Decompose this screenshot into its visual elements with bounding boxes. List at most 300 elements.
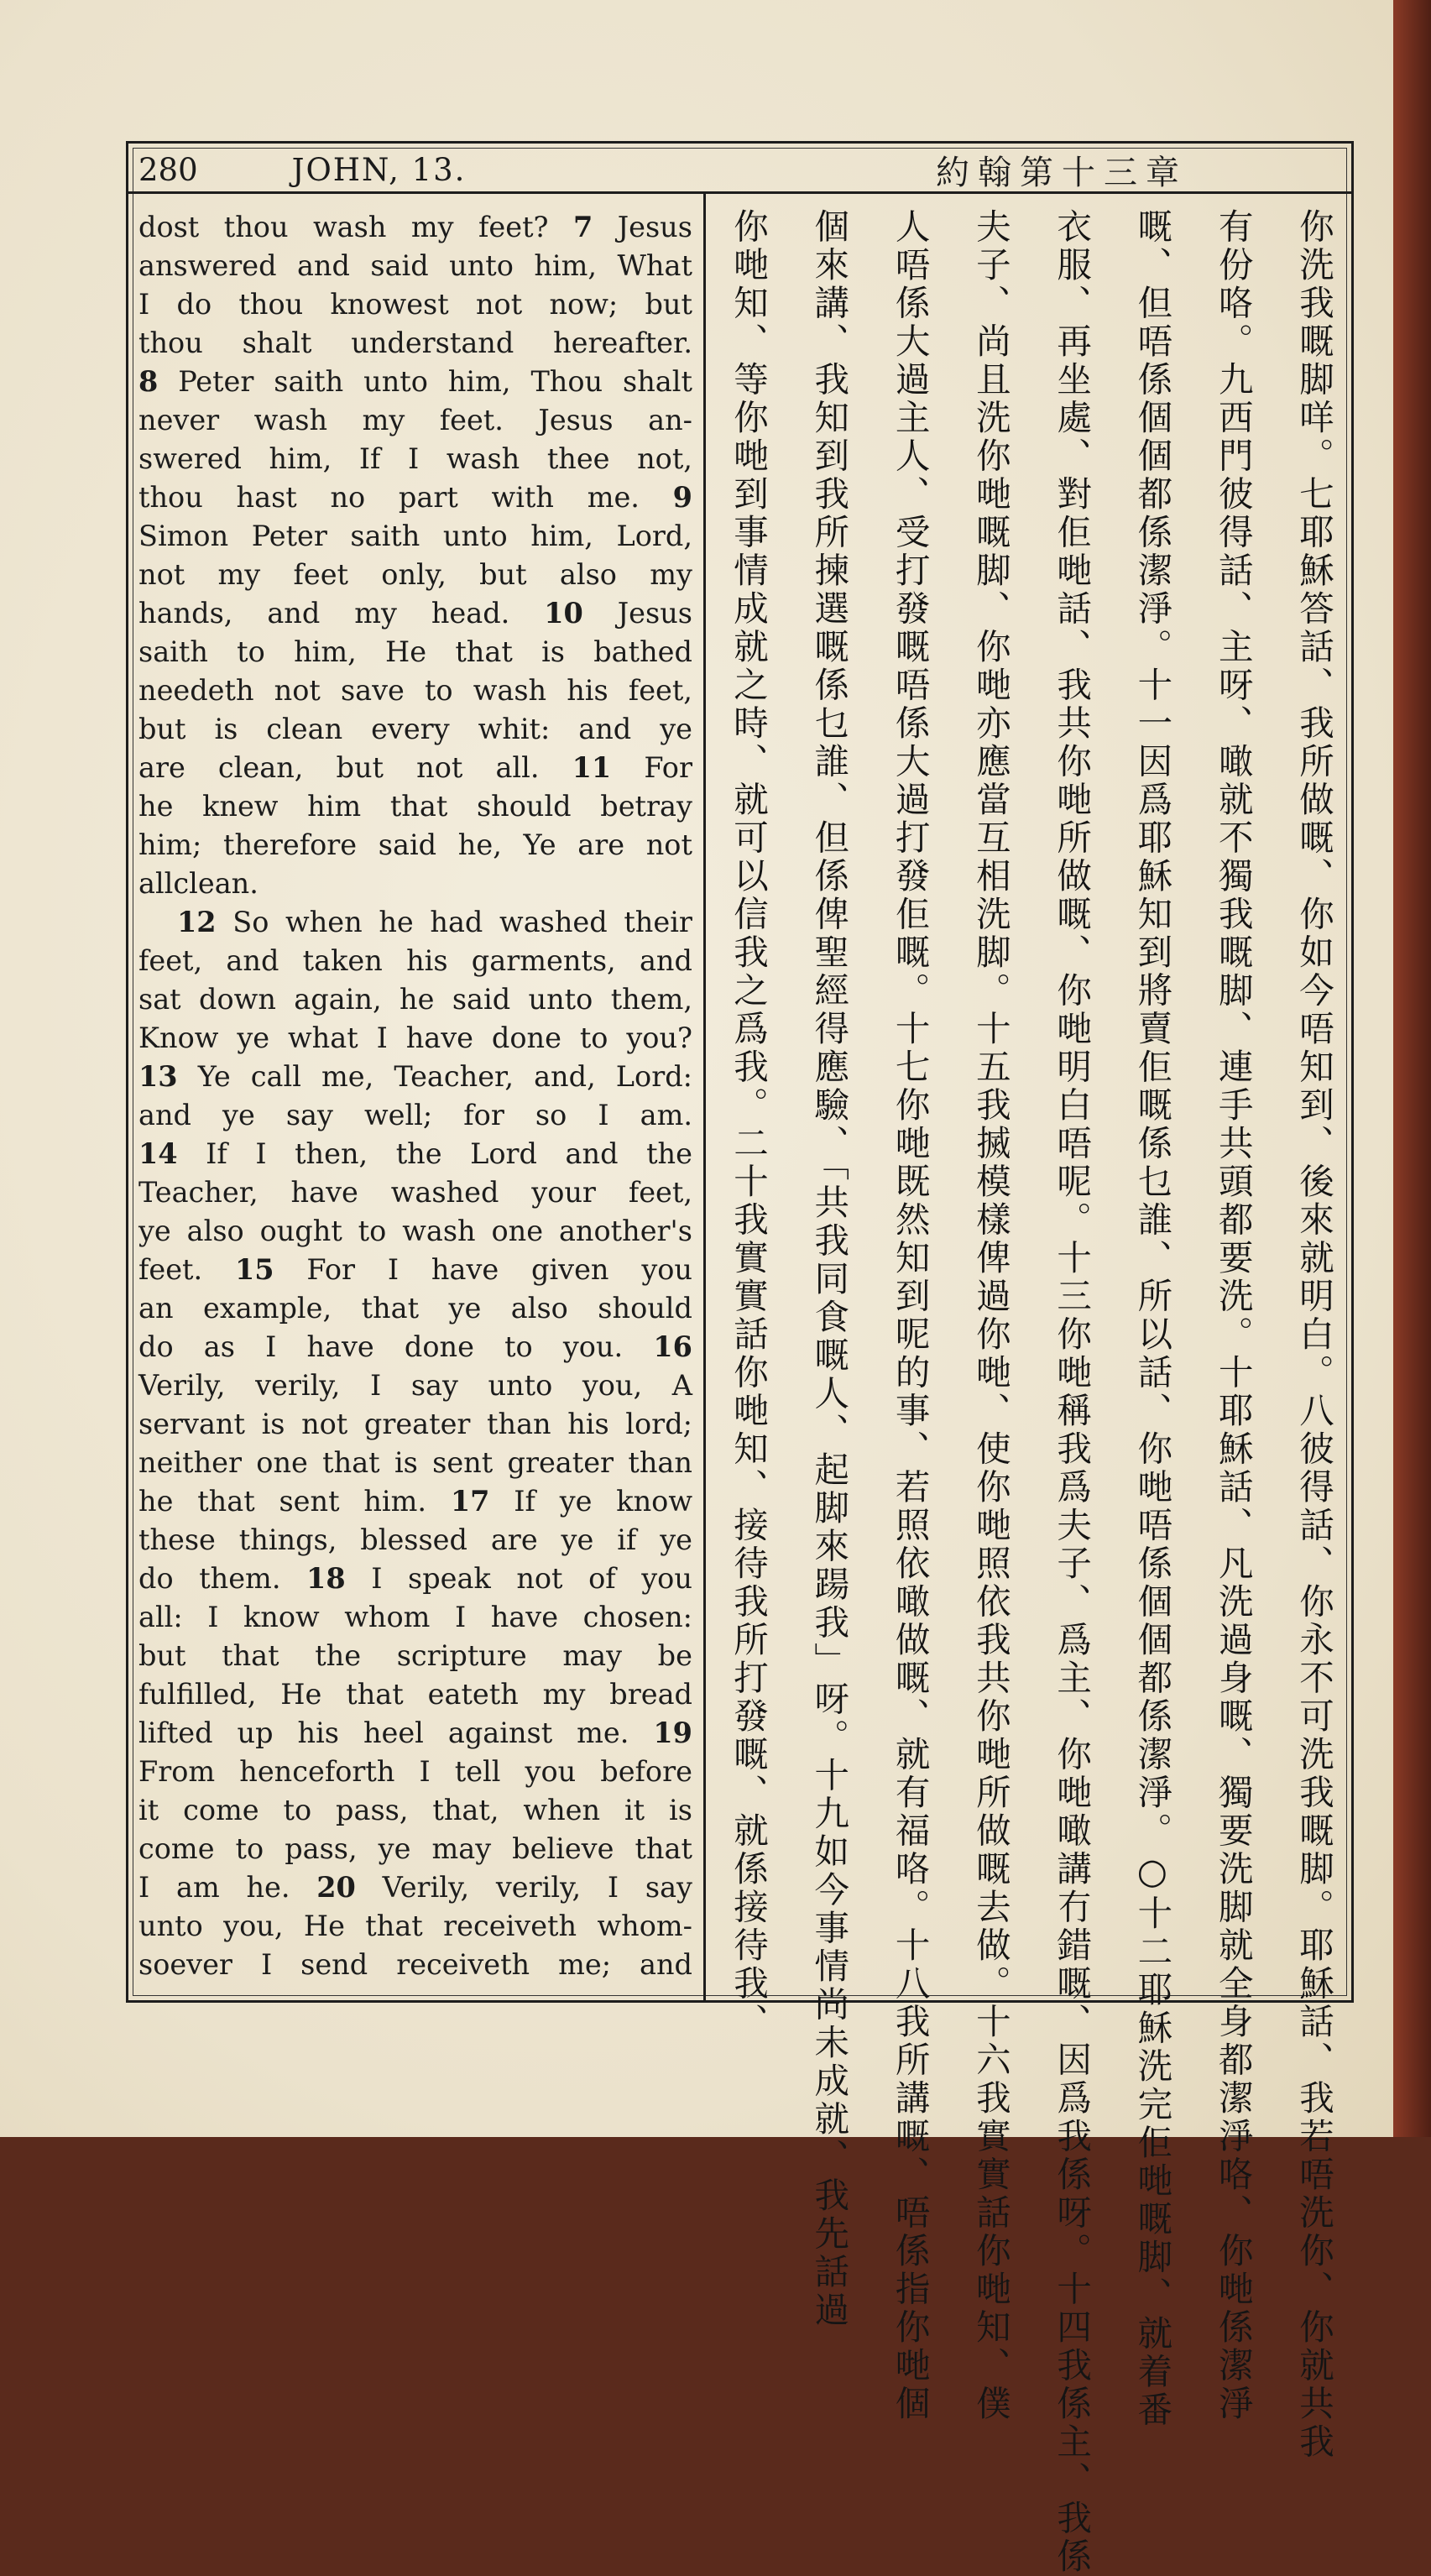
word: his	[567, 674, 608, 707]
word: scripture	[396, 1639, 527, 1672]
word: my	[542, 1678, 586, 1711]
word: betray	[600, 790, 692, 823]
word: ye	[237, 1022, 270, 1054]
word: receiveth	[396, 1948, 530, 1981]
running-header-english	[138, 148, 466, 191]
word: speak	[408, 1562, 491, 1595]
word: these	[138, 1523, 216, 1556]
word: feet?	[478, 211, 549, 243]
verse-number: 10	[544, 597, 583, 630]
word: and	[267, 597, 321, 630]
word: unto	[363, 365, 428, 398]
word: receiveth	[443, 1910, 577, 1942]
word: his	[567, 1408, 609, 1440]
word: the	[646, 1137, 692, 1170]
word: that	[455, 635, 513, 668]
word: me.	[577, 1716, 629, 1749]
word: verily,	[255, 1369, 341, 1402]
word: down	[199, 983, 276, 1016]
word: feet,	[628, 1176, 692, 1209]
word: said	[370, 249, 429, 282]
word: wash	[402, 1215, 476, 1247]
text-line	[138, 1521, 692, 1560]
word: ye	[660, 713, 692, 745]
word: know	[243, 1601, 320, 1633]
word: I	[207, 1601, 219, 1633]
word: you	[641, 1562, 692, 1595]
text-line	[138, 1251, 692, 1289]
word: heel	[363, 1716, 424, 1749]
word: I	[138, 1871, 150, 1904]
word: them,	[610, 983, 692, 1016]
word: send	[300, 1948, 368, 1981]
word: bathed	[593, 635, 692, 668]
text-line	[138, 1328, 692, 1366]
word: not,	[637, 442, 692, 475]
word: I	[419, 1755, 431, 1788]
word: not	[301, 1408, 348, 1440]
word: never	[138, 404, 220, 436]
text-line	[138, 556, 692, 594]
word: him	[307, 790, 362, 823]
text-line	[138, 208, 692, 247]
verse-number: 18	[306, 1562, 346, 1595]
word: He	[303, 1910, 345, 1942]
word: you	[525, 1755, 577, 1788]
word: ye	[378, 1832, 411, 1865]
text-line	[138, 1753, 692, 1791]
word: he,	[457, 828, 502, 861]
text-line	[138, 1058, 692, 1096]
word: Know	[138, 1022, 219, 1054]
word: unto	[442, 520, 508, 552]
word: said	[452, 983, 511, 1016]
word: I	[370, 1369, 382, 1402]
verse-number: 14	[138, 1137, 178, 1170]
word: needeth	[138, 674, 254, 707]
word: unto	[528, 983, 593, 1016]
text-line	[138, 1714, 692, 1753]
word: when	[523, 1794, 601, 1826]
word: he	[379, 906, 414, 938]
word: are	[490, 1523, 538, 1556]
word: hast	[236, 481, 297, 514]
word: knew	[202, 790, 279, 823]
word: done	[404, 1330, 474, 1363]
word: Thou	[530, 365, 603, 398]
text-line	[138, 826, 692, 865]
word: clean	[266, 713, 343, 745]
text-line	[138, 1830, 692, 1868]
text-line	[138, 671, 692, 710]
word: sat	[138, 983, 181, 1016]
word: only,	[381, 558, 447, 591]
word: them.	[199, 1562, 281, 1595]
word: I	[387, 1253, 400, 1286]
word: For	[306, 1253, 356, 1286]
word: may	[431, 1832, 492, 1865]
word: feet.	[138, 1253, 203, 1286]
chinese-text-column-line: 夫子、尚且洗你哋嘅脚、你哋亦應當互相洗脚。十五我搣模樣俾過你哋、使你哋照依我共你哋所做嘅去做。十六我實實話你哋知、僕	[969, 208, 1011, 2423]
word: then,	[295, 1137, 368, 1170]
word: one	[491, 1215, 544, 1247]
word: Verily,	[138, 1369, 226, 1402]
word: Teacher,	[138, 1176, 259, 1209]
word: to	[579, 1022, 608, 1054]
text-line	[138, 1096, 692, 1135]
word: one	[256, 1446, 308, 1479]
word: thou	[138, 481, 203, 514]
word: are	[138, 751, 185, 784]
word: you,	[582, 1369, 643, 1402]
word: If	[206, 1137, 227, 1170]
word: that	[197, 1485, 255, 1518]
word: me;	[558, 1948, 611, 1981]
word: wash	[312, 211, 387, 243]
word: be	[657, 1639, 692, 1672]
word: all.	[495, 751, 540, 784]
word: understand	[351, 327, 514, 359]
text-line	[138, 1212, 692, 1251]
verse-number: 17	[450, 1485, 490, 1518]
word: the	[315, 1639, 362, 1672]
word: so	[535, 1099, 567, 1131]
text-line	[138, 440, 692, 478]
word: I	[598, 1099, 609, 1131]
english-text-column	[138, 208, 692, 1984]
word: thee	[546, 442, 610, 475]
word: not	[274, 674, 321, 707]
word: every	[371, 713, 450, 745]
word: I	[260, 1948, 273, 1981]
word: If	[514, 1485, 535, 1518]
text-line	[138, 478, 692, 517]
word: I	[138, 288, 150, 321]
word: do	[176, 288, 212, 321]
word: For	[644, 751, 692, 784]
word: but	[336, 751, 384, 784]
word: than	[487, 1408, 551, 1440]
word: clean,	[217, 751, 304, 784]
word: to	[424, 674, 453, 707]
word: do	[138, 1330, 174, 1363]
word: things,	[238, 1523, 337, 1556]
word: had	[430, 906, 483, 938]
text-line	[138, 1560, 692, 1598]
chinese-text-column-line: 個來講、我知到我所揀選嘅係乜誰、但係俾聖經得應驗、「共我同食嘅人、起脚來踼我」呀。十九如今事情尚未成就、我先話過	[808, 208, 850, 2330]
word: to	[283, 1794, 312, 1826]
word: me.	[587, 481, 640, 514]
word: another's	[558, 1215, 692, 1247]
text-line	[138, 1173, 692, 1212]
word: it	[624, 1794, 645, 1826]
word: and	[578, 713, 632, 745]
text-line	[138, 710, 692, 749]
word: swered	[138, 442, 242, 475]
word: may	[562, 1639, 623, 1672]
word: is	[394, 1446, 418, 1479]
word: ye	[448, 1292, 482, 1325]
word: knowest	[330, 288, 449, 321]
text-line	[138, 749, 692, 787]
word: What	[617, 249, 692, 282]
word: feet.	[439, 404, 504, 436]
word: bread	[609, 1678, 692, 1711]
word: and	[639, 944, 692, 977]
word: are	[577, 828, 625, 861]
word: to	[235, 1832, 264, 1865]
word: their	[624, 906, 692, 938]
word: and	[226, 944, 279, 977]
word: but	[138, 1639, 186, 1672]
word: and,	[534, 1060, 596, 1093]
word: when	[285, 906, 363, 938]
word: Ye	[197, 1060, 231, 1093]
word: Jesus	[617, 597, 692, 630]
word: ye	[138, 1215, 171, 1247]
word: soever	[138, 1948, 232, 1981]
word: my	[650, 558, 692, 591]
word: him,	[534, 249, 598, 282]
word: garments,	[471, 944, 616, 977]
word: than	[628, 1446, 692, 1479]
word: wash	[253, 404, 328, 436]
word: example,	[203, 1292, 332, 1325]
word: shalt	[623, 365, 692, 398]
text-line	[138, 1791, 692, 1830]
word: not	[416, 751, 463, 784]
word: all:	[138, 1601, 183, 1633]
word: my	[362, 404, 405, 436]
verse-number: 16	[653, 1330, 692, 1363]
text-line	[138, 517, 692, 556]
word: ye	[559, 1485, 593, 1518]
word: Lord	[470, 1137, 537, 1170]
text-line	[138, 1675, 692, 1714]
word: saith	[350, 520, 420, 552]
word: So	[232, 906, 269, 938]
chinese-text-column-line: 你哋知、等你哋到事情成就之時、就可以信我之爲我。二十我實實話你哋知、接待我所打發嘅、就係接待我、	[728, 208, 769, 2041]
word: thou	[223, 211, 289, 243]
word: and	[639, 1948, 692, 1981]
text-line	[138, 401, 692, 440]
word: also	[186, 1215, 244, 1247]
word: A	[671, 1369, 692, 1402]
verse-number: 20	[316, 1871, 356, 1904]
word: ought	[259, 1215, 342, 1247]
word: not	[516, 1562, 563, 1595]
word: have	[405, 1022, 474, 1054]
word: against	[447, 1716, 553, 1749]
word: servant	[138, 1408, 245, 1440]
word: his	[297, 1716, 339, 1749]
text-line	[138, 980, 692, 1019]
word: that	[389, 790, 448, 823]
word: unto	[138, 1910, 203, 1942]
word: him;	[138, 828, 202, 861]
word: also	[510, 1292, 568, 1325]
word: to	[237, 635, 265, 668]
chinese-text-column-line: 你洗我嘅脚咩。七耶穌答話、我所做嘅、你如今唔知到、後來就明白。八彼得話、你永不可洗我嘅脚。耶穌話、我若唔洗你、你就共我	[1293, 208, 1334, 2462]
text-line	[138, 247, 692, 285]
word: chosen:	[582, 1601, 692, 1633]
word: that	[322, 1446, 380, 1479]
text-line	[138, 324, 692, 363]
word: fulfilled,	[138, 1678, 257, 1711]
word: not	[138, 558, 185, 591]
word: I	[371, 1562, 383, 1595]
column-divider	[703, 191, 706, 2003]
verse-number: 15	[234, 1253, 274, 1286]
word: shalt	[242, 327, 312, 359]
word: you	[641, 1253, 692, 1286]
word: up	[237, 1716, 274, 1749]
word: clean.	[173, 867, 259, 900]
word: If	[358, 442, 381, 475]
verse-number: 11	[572, 751, 612, 784]
word: thou	[238, 288, 304, 321]
word: before	[600, 1755, 692, 1788]
word: sent	[279, 1485, 340, 1518]
running-header-chinese	[936, 148, 1188, 191]
word: it	[138, 1794, 159, 1826]
word: he	[138, 1485, 174, 1518]
word: Verily,	[382, 1871, 470, 1904]
word: Peter	[251, 520, 327, 552]
word: saith	[274, 365, 344, 398]
word: he	[400, 983, 435, 1016]
word: that	[635, 1832, 692, 1865]
word: hands,	[138, 597, 233, 630]
word: no	[330, 481, 366, 514]
word: him.	[363, 1485, 427, 1518]
word: but	[645, 288, 692, 321]
word: greater	[363, 1408, 471, 1440]
word: I	[607, 1871, 619, 1904]
word: is	[669, 1794, 692, 1826]
word: and	[296, 249, 350, 282]
word: not	[645, 828, 692, 861]
word: call	[250, 1060, 301, 1093]
word: given	[531, 1253, 609, 1286]
chinese-text-column-line: 有份咯。九西門彼得話、主呀、噉就不獨我嘅脚、連手共頭都要洗。十耶穌話、凡洗過身嘅、獨要洗脚就全身都潔淨咯、你哋係潔淨	[1212, 208, 1254, 2423]
word: feet	[293, 558, 348, 591]
word: come	[138, 1832, 215, 1865]
word: therefore	[223, 828, 358, 861]
text-line	[138, 1289, 692, 1328]
text-line	[138, 1135, 692, 1173]
verse-number: 7	[572, 211, 593, 243]
word: Simon	[138, 520, 229, 552]
word: have	[490, 1601, 559, 1633]
word: again,	[294, 983, 382, 1016]
word: have	[306, 1330, 374, 1363]
text-line	[138, 1482, 692, 1521]
word: verily,	[495, 1871, 582, 1904]
word: now;	[549, 288, 619, 321]
word: him,	[530, 520, 593, 552]
word: am	[175, 1871, 220, 1904]
word: come	[183, 1794, 259, 1826]
word: I	[376, 1022, 388, 1054]
word: henceforth	[239, 1755, 395, 1788]
page-number: 280	[138, 151, 198, 188]
word: Teacher,	[394, 1060, 514, 1093]
book-title: JOHN, 13.	[291, 151, 467, 188]
word: do	[138, 1562, 174, 1595]
word: wash	[473, 674, 547, 707]
word: Lord:	[615, 1060, 692, 1093]
word: the	[395, 1137, 442, 1170]
text-line	[138, 1637, 692, 1675]
word: with	[491, 481, 554, 514]
word: you,	[223, 1910, 284, 1942]
word: him,	[269, 442, 332, 475]
text-line	[138, 1405, 692, 1444]
word: taken	[302, 944, 383, 977]
word: say	[285, 1099, 333, 1131]
word: and	[565, 1137, 619, 1170]
word: dost	[138, 211, 200, 243]
word: to	[358, 1215, 387, 1247]
word: my	[354, 597, 397, 630]
text-line	[138, 787, 692, 826]
word: is	[261, 1408, 285, 1440]
word: that	[346, 1678, 404, 1711]
text-line	[138, 594, 692, 633]
word: save	[340, 674, 405, 707]
word: that	[222, 1639, 279, 1672]
word: tell	[454, 1755, 501, 1788]
text-line	[138, 1868, 692, 1907]
word: my	[217, 558, 261, 591]
word: that	[365, 1910, 423, 1942]
text-line	[138, 633, 692, 671]
word: my	[410, 211, 454, 243]
word: for	[463, 1099, 504, 1131]
word: hereafter.	[553, 327, 692, 359]
text-line	[138, 1019, 692, 1058]
word: thou	[138, 327, 203, 359]
word: ye	[561, 1523, 594, 1556]
word: neither	[138, 1446, 242, 1479]
word: he.	[246, 1871, 290, 1904]
word: his	[406, 944, 448, 977]
word: unto	[449, 249, 514, 282]
word: From	[138, 1755, 216, 1788]
text-line	[138, 903, 692, 942]
word: head.	[431, 597, 510, 630]
word: ye	[222, 1099, 255, 1131]
word: I	[454, 1601, 467, 1633]
word: me,	[321, 1060, 374, 1093]
word: him,	[447, 365, 511, 398]
word: not	[475, 288, 523, 321]
word: have	[290, 1176, 358, 1209]
word: that,	[432, 1794, 499, 1826]
text-line	[138, 1598, 692, 1637]
word: as	[203, 1330, 235, 1363]
verse-number: 13	[138, 1060, 178, 1093]
book-spine	[1393, 0, 1431, 2137]
word: well;	[364, 1099, 433, 1131]
word: should	[476, 790, 572, 823]
word: sent	[432, 1446, 494, 1479]
word: pass,	[336, 1794, 409, 1826]
word: also	[559, 558, 617, 591]
word: your	[531, 1176, 596, 1209]
word: part	[398, 481, 458, 514]
